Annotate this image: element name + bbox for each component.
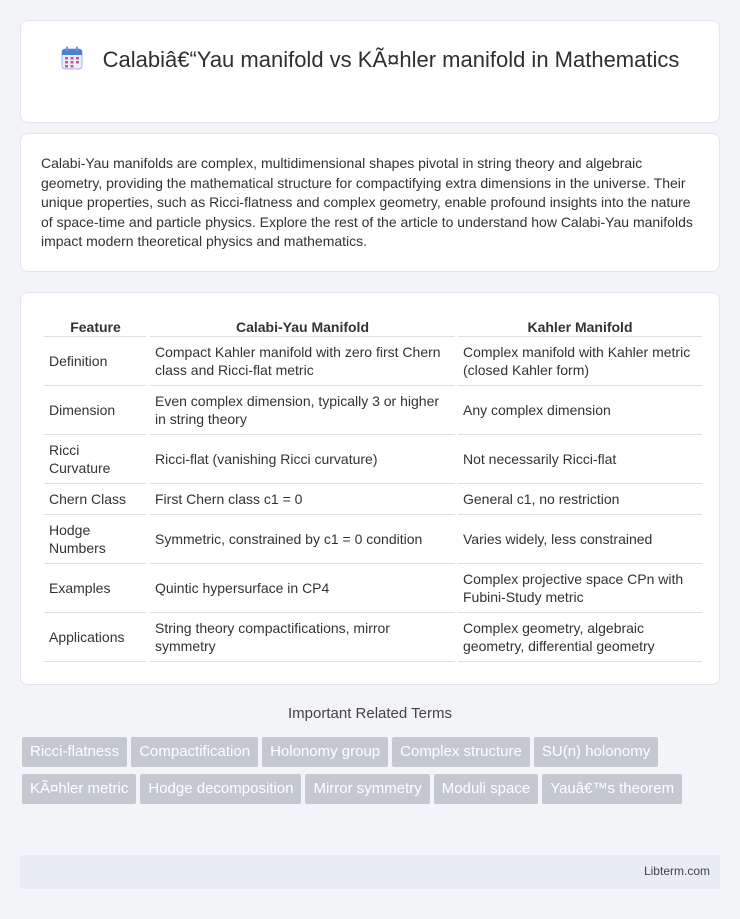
table-cell: General c1, no restriction	[458, 484, 702, 515]
table-row	[44, 337, 702, 386]
table-row	[44, 564, 702, 613]
tag-yaus-theorem[interactable]: Yauâ€™s theorem	[542, 774, 682, 804]
table-row	[44, 435, 702, 484]
table-cell: Hodge Numbers	[44, 515, 147, 564]
table-cell: Examples	[44, 564, 147, 613]
table-row	[44, 484, 702, 515]
calendar-icon	[61, 46, 83, 70]
table-cell: Complex projective space CPn with Fubini-Study metric	[458, 564, 702, 613]
table-row	[44, 515, 702, 564]
intro-card	[20, 133, 720, 272]
tag-kahler-metric[interactable]: KÃ¤hler metric	[22, 774, 136, 804]
table-cell: Quintic hypersurface in CP4	[150, 564, 455, 613]
table-cell: Dimension	[44, 386, 147, 435]
tag-sun-holonomy[interactable]: SU(n) holonomy	[534, 737, 658, 767]
table-row	[44, 613, 702, 662]
column-header-calabi-yau: Calabi-Yau Manifold	[150, 315, 455, 337]
table-cell: Any complex dimension	[458, 386, 702, 435]
page-title-row	[21, 45, 719, 74]
table-cell: Ricci-flat (vanishing Ricci curvature)	[150, 435, 455, 484]
table-cell: String theory compactifications, mirror symmetry	[150, 613, 455, 662]
table-cell: Chern Class	[44, 484, 147, 515]
table-cell: Symmetric, constrained by c1 = 0 condition	[150, 515, 455, 564]
page-title: Calabiâ€“Yau manifold vs KÃ¤hler manifold in Mathematics	[102, 47, 680, 72]
header-card	[20, 20, 720, 123]
comparison-table	[41, 315, 705, 662]
related-terms-title: Important Related Terms	[288, 705, 452, 722]
tag-mirror-symmetry[interactable]: Mirror symmetry	[305, 774, 429, 804]
tag-moduli-space[interactable]: Moduli space	[434, 774, 538, 804]
footer-site-link[interactable]: Libterm.com	[643, 864, 710, 878]
intro-paragraph: Calabi-Yau manifolds are complex, multidimensional shapes pivotal in string theory and algebraic geometry, providing the mathematical structure for compactifying extra dimensions in the universe. Their unique properties, such as Ricci-flatness and complex geometry, enable profound insights into the nature of space-time and particle physics. Explore the rest of the article to understand how Calabi-Yau manifolds impact modern theoretical physics and mathematics.	[41, 155, 693, 250]
related-terms-tags	[22, 737, 722, 811]
table-cell: Definition	[44, 337, 147, 386]
tag-complex-structure[interactable]: Complex structure	[392, 737, 530, 767]
table-cell: Complex geometry, algebraic geometry, differential geometry	[458, 613, 702, 662]
table-header-row	[44, 315, 702, 337]
table-cell: First Chern class c1 = 0	[150, 484, 455, 515]
table-cell: Even complex dimension, typically 3 or higher in string theory	[150, 386, 455, 435]
comparison-table-card	[20, 292, 720, 685]
tag-compactification[interactable]: Compactification	[131, 737, 258, 767]
table-cell: Compact Kahler manifold with zero first Chern class and Ricci-flat metric	[150, 337, 455, 386]
column-header-kahler: Kahler Manifold	[458, 315, 702, 337]
table-cell: Varies widely, less constrained	[458, 515, 702, 564]
table-cell: Ricci Curvature	[44, 435, 147, 484]
table-cell: Complex manifold with Kahler metric (closed Kahler form)	[458, 337, 702, 386]
tag-ricci-flatness[interactable]: Ricci-flatness	[22, 737, 127, 767]
table-row	[44, 386, 702, 435]
footer	[20, 855, 720, 889]
tag-hodge-decomposition[interactable]: Hodge decomposition	[140, 774, 301, 804]
tag-holonomy-group[interactable]: Holonomy group	[262, 737, 388, 767]
table-cell: Not necessarily Ricci-flat	[458, 435, 702, 484]
table-cell: Applications	[44, 613, 147, 662]
column-header-feature: Feature	[44, 315, 147, 337]
